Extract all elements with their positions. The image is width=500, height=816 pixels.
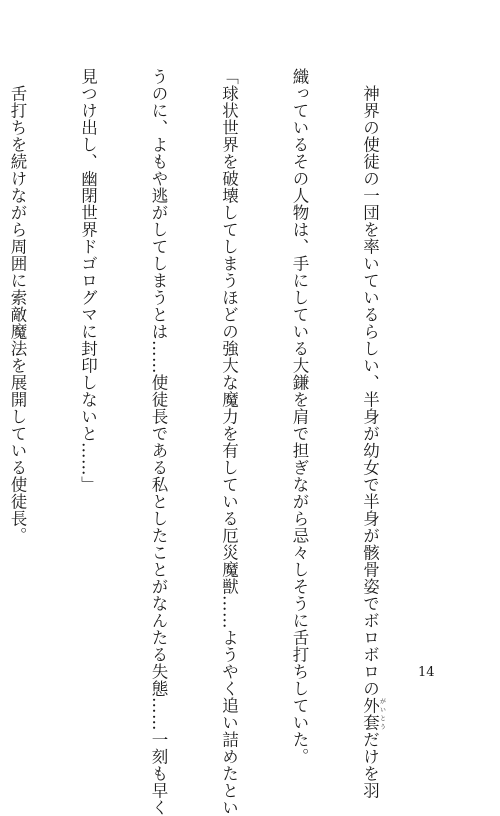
text-line-2: 織っているその人物は、手にしている大鎌を肩で担ぎながら忌々しそうに舌打ちしていた。 <box>290 68 309 765</box>
ruby-annotation: 外套 がいとう <box>360 697 386 731</box>
text-line-1-body: 神界の使徒の一団を率いているらしい、半身が幼女で半身が骸骨姿でボロボロの外套 がいとう <box>360 68 386 731</box>
page-number: 14 <box>418 665 435 680</box>
text-line-5: 見つけ出し、幽閉世界ドゴログマに封印しないと……」 <box>78 68 98 493</box>
text-line-4: うのに、よもや逃がしてしまうとは……使徒長である私としたことがなんたる失態……一刻も早く <box>149 68 168 816</box>
text-line-1-tail: だけを羽 <box>360 731 380 799</box>
text-line-6: 舌打ちを続けながら周囲に索敵魔法を展開している使徒長。 <box>8 68 27 544</box>
text-line-1 <box>358 68 386 799</box>
ruby-reading: がいとう <box>378 697 386 731</box>
text-line-3: 「球状世界を破壊してしまうほどの強大な魔力を有している厄災魔獣……ようやく追い詰めたとい <box>219 68 239 816</box>
